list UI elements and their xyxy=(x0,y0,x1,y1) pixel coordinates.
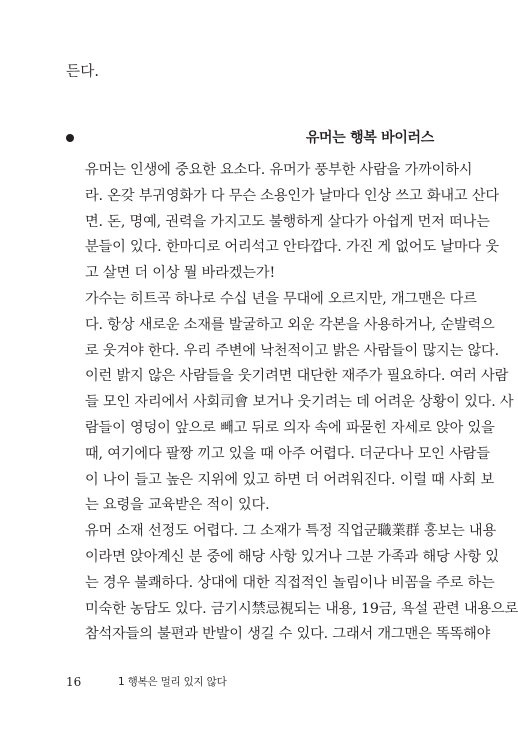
section-title: 유머는 행복 바이러스 xyxy=(305,130,434,146)
text-line: 이 나이 들고 높은 지위에 있고 하면 더 어려워진다. 이럴 때 사회 보 xyxy=(85,471,495,488)
text-line: 가수는 히트곡 하나로 수십 년을 무대에 오르지만, 개그맨은 다르 xyxy=(85,290,477,307)
running-head: 1 행복은 멀리 있지 않다 xyxy=(118,676,227,688)
text-line: 들 모인 자리에서 사회司會 보거나 웃기려는 데 어려운 상황이 있다. 사 xyxy=(85,394,514,411)
text-line: 참석자들의 불편과 반발이 생길 수 있다. 그래서 개그맨은 똑똑해야 xyxy=(85,626,491,643)
text-line: 로 웃겨야 한다. 우리 주변에 낙천적이고 밝은 사람들이 많지는 않다. xyxy=(85,342,499,359)
paragraph-fragment: 든다. xyxy=(66,64,100,80)
text-line: 라. 온갖 부귀영화가 다 무슨 소용인가 날마다 인상 쓰고 화내고 산다 xyxy=(85,187,499,204)
text-line: 유머 소재 선정도 어렵다. 그 소재가 특정 직업군職業群 홍보는 내용 xyxy=(85,523,497,540)
body-text xyxy=(66,158,518,648)
text-line: 면. 돈, 명예, 권력을 가지고도 불행하게 살다가 아쉽게 먼저 떠나는 xyxy=(85,213,490,230)
paragraph-humor-importance xyxy=(66,158,499,287)
text-line: 이라면 앉아계신 분 중에 해당 사항 있거나 그분 가족과 해당 사항 있 xyxy=(85,548,499,565)
text-line: 이런 밝지 않은 사람들을 웃기려면 대단한 재주가 필요하다. 여러 사람 xyxy=(85,368,509,385)
paragraph-topic-selection xyxy=(66,519,518,648)
text-line: 미숙한 농담도 있다. 금기시禁忌視되는 내용, 19금, 욕설 관련 내용으로 xyxy=(85,600,518,617)
paragraph-comedians xyxy=(66,287,514,519)
page-number: 16 xyxy=(66,675,82,689)
text-line: 유머는 인생에 중요한 요소다. 유머가 풍부한 사람을 가까이하시 xyxy=(85,162,473,178)
text-line: 분들이 있다. 한마디로 어리석고 안타깝다. 가진 게 없어도 날마다 웃 xyxy=(85,239,499,256)
text-line: 때, 여기에다 팔짱 끼고 있을 때 아주 어렵다. 더군다나 모인 사람들 xyxy=(85,445,490,462)
bullet-icon xyxy=(66,134,74,142)
text-line: 는 요령을 교육받은 적이 있다. xyxy=(85,497,270,514)
section-heading xyxy=(66,128,434,150)
page-footer xyxy=(66,673,434,693)
text-line: 다. 항상 새로운 소재를 발굴하고 외운 각본을 사용하거나, 순발력으 xyxy=(85,316,495,333)
text-line: 는 경우 불쾌하다. 상대에 대한 직접적인 놀림이나 비꼼을 주로 하는 xyxy=(85,574,495,591)
text-line: 고 살면 더 이상 뭘 바라겠는가! xyxy=(85,265,276,282)
text-line: 람들이 영덩이 앞으로 빼고 뒤로 의자 속에 파묻힌 자세로 앉아 있을 xyxy=(85,419,495,436)
